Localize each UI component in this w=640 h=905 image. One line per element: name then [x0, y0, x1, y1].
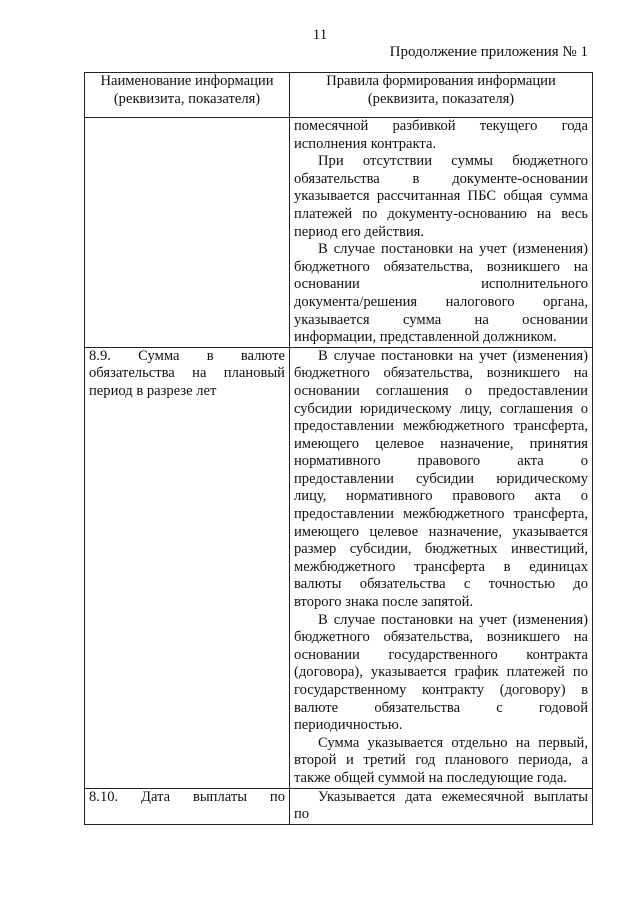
row-rules-cell: [290, 788, 593, 824]
continuation-label: Продолжение приложения № 1: [389, 44, 588, 60]
rule-line: государственному контракту (договору) в: [294, 682, 588, 698]
rule-line: предоставлении межбюджетного трансферта,: [294, 418, 588, 435]
rule-line: предоставлении межбюджетного трансферта,: [294, 506, 588, 523]
rule-line: субсидии юридическому лицу, соглашения о: [294, 400, 588, 417]
rule-line: имеющего целевое назначение, указывается: [294, 523, 588, 540]
rule-line: бюджетного обязательства, возникшего на: [294, 629, 588, 646]
header-line: Наименование информации: [100, 73, 274, 89]
rule-line: помесячной разбивкой текущего года: [294, 118, 588, 134]
rule-line: имеющего целевое назначение, принятия: [294, 435, 588, 452]
name-line: обязательства на плановый: [89, 365, 285, 382]
rule-line: основании исполнительного: [294, 276, 588, 293]
row-name-cell: [85, 118, 290, 348]
rule-line: указывается рассчитанная ПБС общая сумма: [294, 188, 588, 205]
header-cell-rules: [290, 73, 593, 118]
rule-line: бюджетного обязательства, возникшего на: [294, 365, 588, 382]
page-number: 11: [312, 27, 328, 43]
rule-line: Сумма указывается отдельно на первый,: [318, 734, 588, 751]
name-line: период в разрезе лет: [89, 382, 217, 399]
header-cell-name: [85, 73, 290, 118]
rule-line: обязательства в документе-основании: [294, 170, 588, 187]
header-line: Правила формирования информации: [326, 73, 556, 89]
rule-line: период его действия.: [294, 223, 425, 240]
rule-line: (договора), указывается график платежей по: [294, 664, 588, 681]
rule-line: лицу, нормативного правового акта о: [294, 488, 588, 505]
rule-line: Указывается дата ежемесячной выплаты по: [294, 788, 588, 823]
rule-line: периодичностью.: [294, 717, 403, 734]
rule-line: В случае постановки на учет (изменения): [318, 347, 588, 364]
header-line: (реквизита, показателя): [367, 90, 515, 107]
name-line: 8.10. Дата выплаты по: [89, 788, 285, 805]
rule-line: исполнения контракта.: [294, 135, 437, 152]
row-rules-cell: [290, 347, 593, 788]
rule-line: межбюджетного трансферта в единицах: [294, 558, 588, 575]
rule-line: указывается сумма на основании: [294, 311, 588, 328]
row-rules-cell: [290, 118, 593, 348]
table-row: [85, 788, 593, 824]
row-name-cell: [85, 347, 290, 788]
rule-line: платежей по документу-основанию на весь: [294, 205, 588, 222]
table-row: [85, 347, 593, 788]
rule-line: документа/решения налогового органа,: [294, 293, 588, 310]
rule-line: бюджетного обязательства, возникшего на: [294, 258, 588, 275]
info-table: [84, 72, 593, 825]
table-row: [85, 118, 593, 348]
table-header-row: [85, 73, 593, 118]
row-name-cell: [85, 788, 290, 824]
rule-line: размер субсидии, бюджетных инвестиций,: [294, 541, 588, 558]
rule-line: В случае постановки на учет (изменения): [318, 241, 588, 258]
rule-line: основании государственного контракта: [294, 646, 588, 663]
header-line: (реквизита, показателя): [113, 90, 261, 107]
rule-line: валюте обязательства с годовой: [294, 699, 588, 716]
rule-line: При отсутствии суммы бюджетного: [318, 153, 588, 170]
rule-line: второй и третий год планового периода, а: [294, 752, 588, 769]
rule-line: также общей суммой на последующие года.: [294, 769, 567, 786]
rule-line: информации, представленной должником.: [294, 329, 557, 346]
rule-line: валюты обязательства с точностью до: [294, 576, 588, 593]
rule-line: предоставлении субсидии юридическому: [294, 470, 588, 487]
rule-line: нормативного правового акта о: [294, 453, 588, 470]
rule-line: второго знака после запятой.: [294, 594, 474, 611]
rule-line: В случае постановки на учет (изменения): [318, 611, 588, 628]
name-line: 8.9. Сумма в валюте: [89, 347, 285, 364]
rule-line: основании соглашения о предоставлении: [294, 382, 588, 399]
